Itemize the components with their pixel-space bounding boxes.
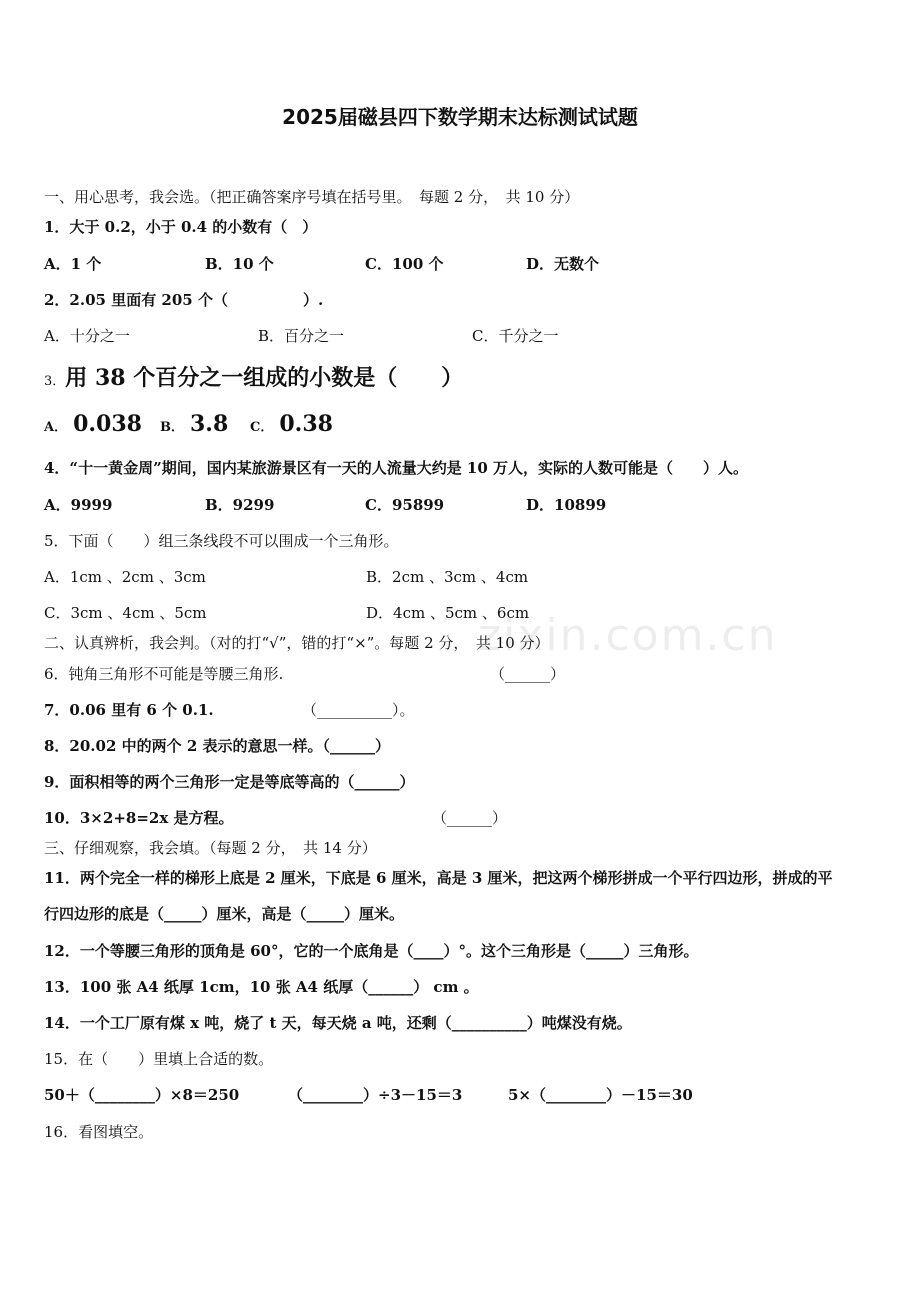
q3-number: 3． (44, 374, 66, 389)
q11-line-1: 11．两个完全一样的梯形上底是 2 厘米，下底是 6 厘米，高是 3 厘米，把这两个梯形拼成一个平行四边形，拼成的平 (44, 869, 833, 887)
q6-answer-blank[interactable]: （______） (490, 665, 566, 683)
q8-stem: 8．20.02 中的两个 2 表示的意思一样。（______） (44, 737, 391, 755)
q5-option-b: B．2cm 、3cm 、4cm (366, 568, 529, 586)
section-2-heading: 二、认真辨析，我会判。（对的打“√”，错的打“×”。每题 2 分， 共 10 分） (44, 634, 550, 652)
q14-stem: 14．一个工厂原有煤 x 吨，烧了 t 天，每天烧 a 吨，还剩（__________）吨煤没有烧。 (44, 1014, 632, 1032)
q15-item-1: 50＋（________）×8＝250 (44, 1086, 240, 1104)
q4-option-a: A．9999 (44, 496, 113, 514)
q4-option-d: D．10899 (526, 496, 607, 514)
q2-option-b: B．百分之一 (258, 327, 345, 345)
q3-stem-line (44, 364, 463, 392)
q1-option-a: A．1 个 (44, 255, 102, 273)
q13-stem: 13．100 张 A4 纸厚 1cm，10 张 A4 纸厚（______） cm 。 (44, 978, 479, 996)
q3-option-b: B． 3.8 (160, 411, 229, 437)
q6-stem: 6．钝角三角形不可能是等腰三角形. (44, 665, 284, 683)
q1-option-b: B．10 个 (205, 255, 274, 273)
q7-answer-blank[interactable]: （__________）。 (302, 701, 415, 719)
watermark: zixin.com.cn (478, 610, 778, 661)
q15-item-3: 5×（________）－15＝30 (508, 1086, 693, 1104)
q4-stem: 4．“十一黄金周”期间，国内某旅游景区有一天的人流量大约是 10 万人，实际的人数可能是（ ）人。 (44, 459, 749, 477)
q3-stem: 用 38 个百分之一组成的小数是（ ） (65, 365, 464, 391)
section-3-heading: 三、仔细观察，我会填。（每题 2 分， 共 14 分） (44, 839, 377, 857)
q5-stem: 5．下面（ ）组三条线段不可以围成一个三角形。 (44, 532, 399, 550)
q4-option-b: B．9299 (205, 496, 275, 514)
q3-option-c: C． 0.38 (250, 411, 333, 437)
q10-stem: 10．3×2+8=2x 是方程。 (44, 809, 234, 827)
q7-stem: 7．0.06 里有 6 个 0.1. (44, 701, 214, 719)
q5-option-a: A．1cm 、2cm 、3cm (44, 568, 206, 586)
q1-stem: 1．大于 0.2，小于 0.4 的小数有（ ） (44, 218, 318, 236)
q10-answer-blank[interactable]: （______） (432, 809, 508, 827)
q15-stem: 15．在（ ）里填上合适的数。 (44, 1050, 274, 1068)
q1-option-d: D．无数个 (526, 255, 600, 273)
q4-option-c: C．95899 (365, 496, 445, 514)
q12-stem: 12．一个等腰三角形的顶角是 60°，它的一个底角是（____）°。这个三角形是（_____）三角形。 (44, 942, 699, 960)
q9-stem: 9．面积相等的两个三角形一定是等底等高的（______） (44, 773, 415, 791)
q2-stem: 2．2.05 里面有 205 个（ ）. (44, 291, 324, 309)
section-1-heading: 一、用心思考，我会选。（把正确答案序号填在括号里。 每题 2 分， 共 10 分） (44, 188, 580, 206)
q3-option-a: A． 0.038 (44, 411, 142, 437)
q5-option-c: C．3cm 、4cm 、5cm (44, 604, 207, 622)
q15-item-2: （________）÷3－15＝3 (288, 1086, 463, 1104)
q2-option-a: A．十分之一 (44, 327, 130, 345)
q11-line-2: 行四边形的底是（_____）厘米，高是（_____）厘米。 (44, 905, 405, 923)
q2-option-c: C．千分之一 (472, 327, 559, 345)
q1-option-c: C．100 个 (365, 255, 444, 273)
q5-option-d: D．4cm 、5cm 、6cm (366, 604, 530, 622)
page-title: 2025届磁县四下数学期末达标测试试题 (282, 105, 638, 129)
q16-stem: 16．看图填空。 (44, 1123, 154, 1141)
